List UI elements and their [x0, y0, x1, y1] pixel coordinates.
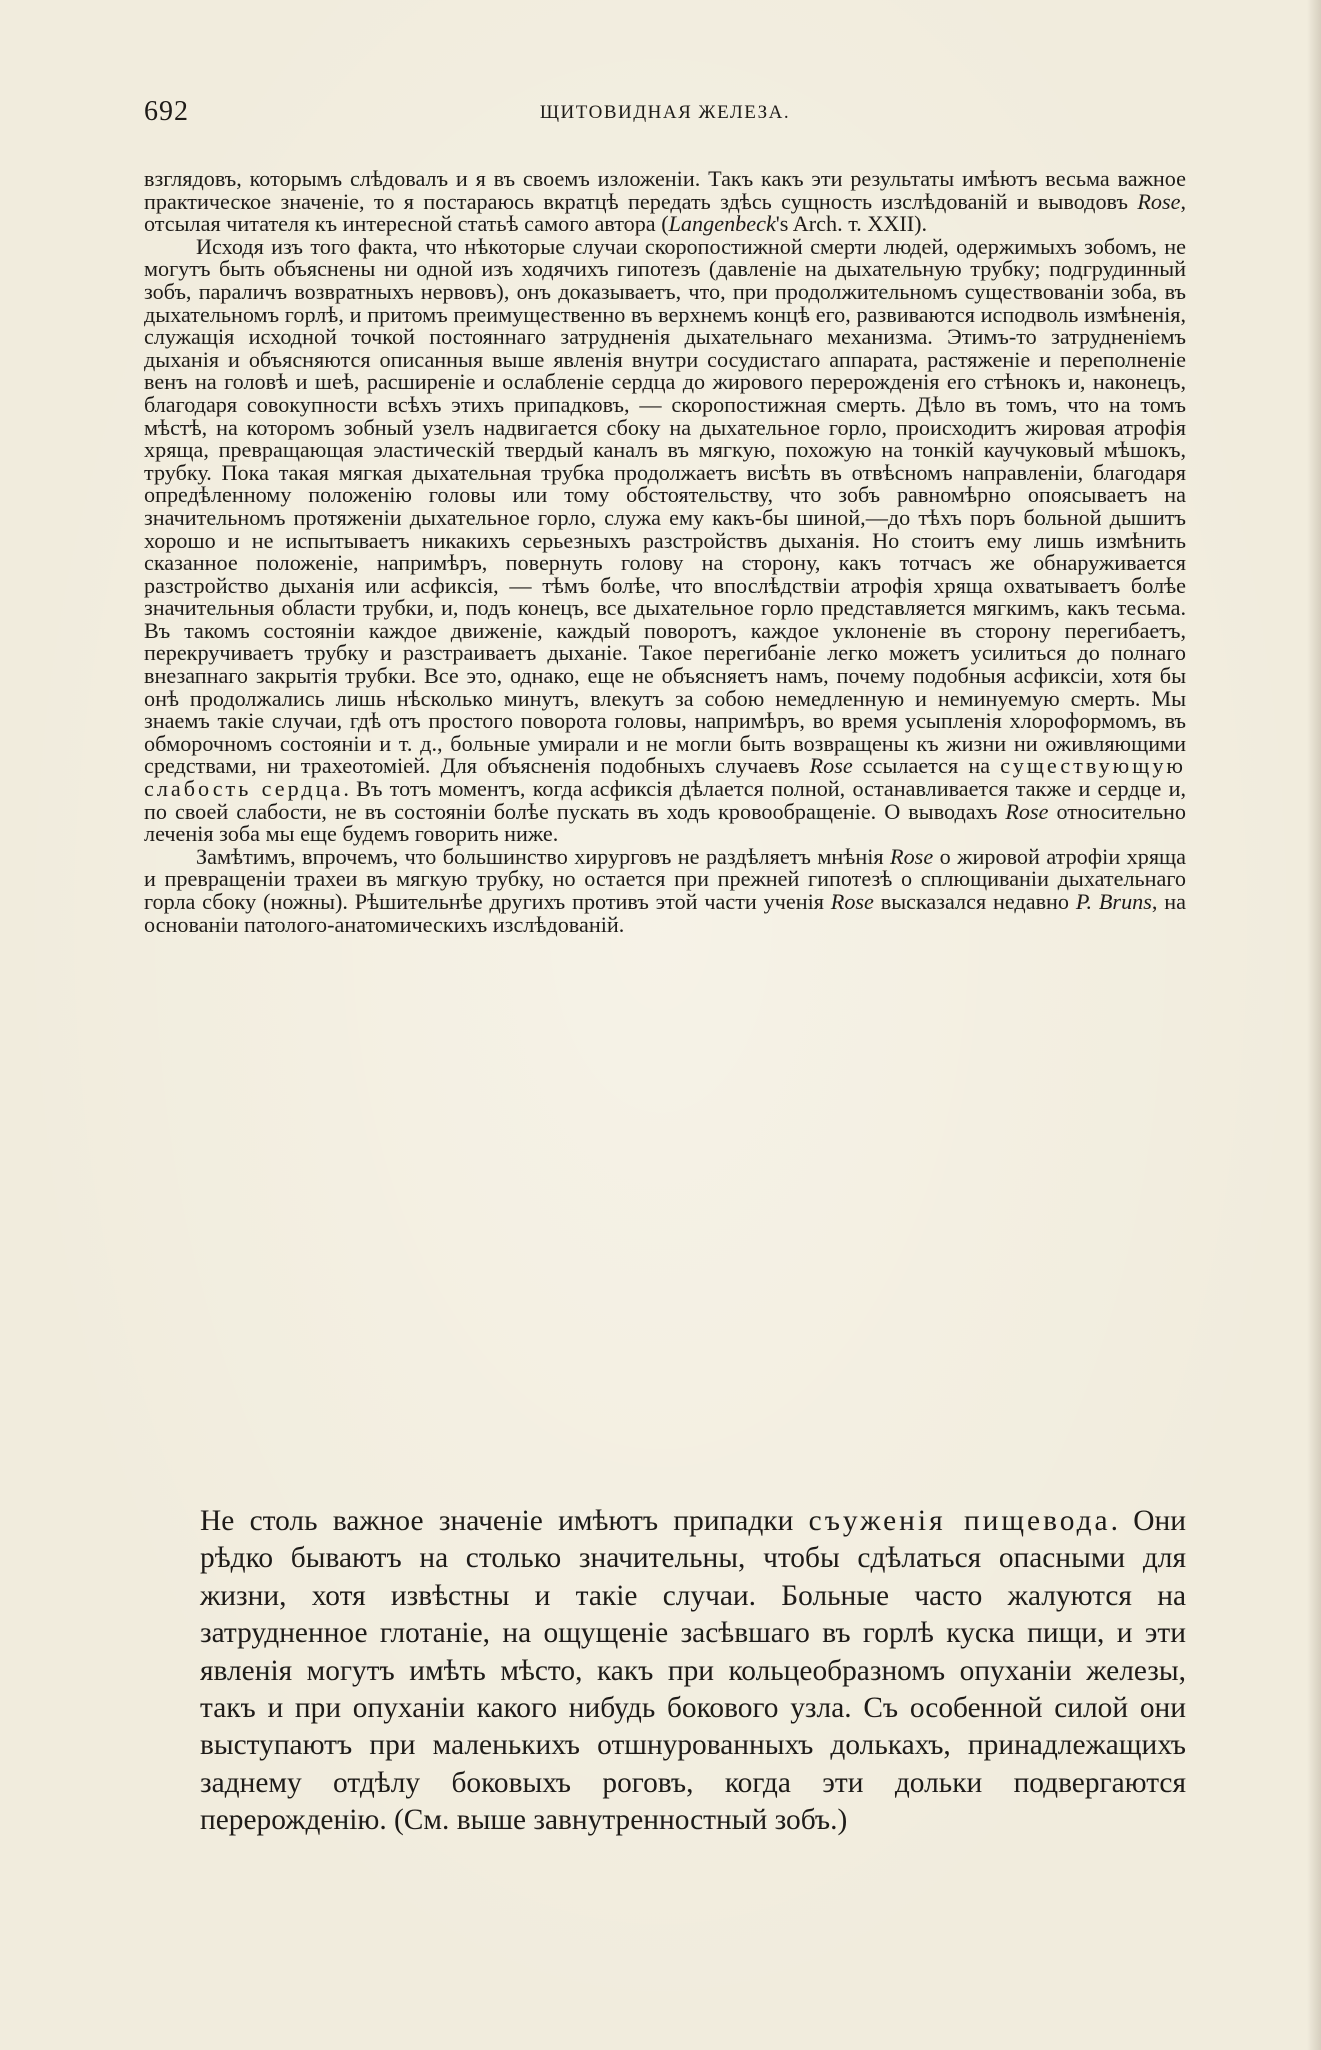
author-name: Rose — [809, 753, 853, 779]
author-name: Rose — [890, 843, 934, 869]
main-text-section — [200, 1503, 1186, 1840]
author-name: P. Bruns — [1075, 889, 1152, 914]
paragraph-rose-theory: Исходя изъ того факта, что нѣкоторые случаи скоропостижной смерти людей, одержимыхъ зобомъ, не могутъ быть объяснены ни одной изъ ходячихъ гипотезъ (давленіе на дыхательную трубку; подгрудинный зобъ, параличъ возвратныхъ нервовъ), онъ доказываетъ, что, при продолжительномъ существованіи зоба, въ дыхательномъ горлѣ, и притомъ преимущественно въ верхнемъ концѣ его, развиваются исподволь измѣненія, служащія исходной точкой постояннаго затрудненія дыхательнаго механизма. Этимъ-то затрудненіемъ дыханія и объясняются описанныя выше явленія внутри сосудистаго аппарата, растяженіе и переполненіе венъ на головѣ и шеѣ, расширеніе и ослабленіе сердца до жирового перерожденія его стѣнокъ и, наконецъ, благодаря совокупности всѣхъ этихъ припадковъ, — скоропостижная смерть. Дѣло въ томъ, что на томъ мѣстѣ, на которомъ зобный узелъ надвигается сбоку на дыхательное горло, происходитъ жировая атрофія хряща, превращающая эластическій твердый каналъ въ мягкую, похожую на тонкій каучуковый мѣшокъ, трубку. Пока такая мягкая дыхательная трубка продолжаетъ висѣть въ отвѣсномъ направленіи, благодаря опредѣленному положенію головы или тому обстоятельству, что зобъ равномѣрно опоясываетъ на значительномъ протяженіи дыхательное горло, служа ему какъ-бы шиной,—до тѣхъ поръ больной дышитъ хорошо и не испытываетъ никакихъ серьезныхъ разстройствъ дыханія. Но стоитъ ему лишь измѣнить сказанное положеніе, напримѣръ, повернуть голову на сторону, какъ тотчасъ же обнаруживается разстройство дыханія или асфиксія, — тѣмъ болѣе, что впослѣдствіи атрофія хряща охватываетъ болѣе значительныя области трубки, и, подъ конецъ, все дыхательное горло представляется мягкимъ, какъ тесьма. Въ такомъ состояніи каждое движеніе, каждый поворотъ, каждое уклоненіе въ сторону перегибаетъ, перекручиваетъ трубку и разстраиваетъ дыханіе. Такое перегибаніе легко можетъ усилиться до полнаго внезапнаго закрытія трубки. Все это, однако, еще не объясняетъ намъ, почему подобныя асфиксіи, хотя бы онѣ продолжались лишь нѣсколько минутъ, влекутъ за собою немедленную и неминуемую смерть. Мы знаемъ такіе случаи, гдѣ отъ простого поворота головы, напримѣръ, во время усыпленія хлороформомъ, въ обморочномъ состояніи и т. д., больные умирали и не могли быть возвращены къ жизни ни оживляющими средствами, ни трахеотоміей. Для объясненія подобныхъ случаевъ Rose ссылается на существующую слабость сердца. Въ тотъ моментъ, когда асфиксія дѣлается полной, останавливается также и сердце и, по своей слабости, не въ состояніи болѣе пускать въ ходъ кровообращеніе. О выводахъ Rose относительно леченія зоба мы еще будемъ говорить ниже. — [144, 233, 1186, 847]
paragraph-continuation: взглядовъ, которымъ слѣдовалъ и я въ своемъ изложеніи. Такъ какъ эти результаты имѣютъ весьма важное практическое значеніе, то я постараюсь вкратцѣ передать здѣсь сущность изслѣдованій и выводовъ Rose, отсылая читателя къ интересной статьѣ самого автора (Langenbeck's Arch. т. XXII). — [144, 166, 1186, 237]
author-name: Rose — [1005, 798, 1049, 824]
author-name: Rose — [830, 889, 874, 914]
page-number: 692 — [144, 96, 189, 127]
paragraph-esophagus: Не столь важное значеніе имѣютъ припадки съуженія пищевода. Они рѣдко бываютъ на столько значительны, чтобы сдѣлаться опасными для жизни, хотя извѣстны и такіе случаи. Больные часто жалуются на затрудненное глотаніе, на ощущеніе засѣвшаго въ горлѣ куска пищи, и эти явленія могутъ имѣть мѣсто, какъ при кольцеобразномъ опуханіи железы, такъ и при опуханіи какого нибудь бокового узла. Съ особенной силой они выступаютъ при маленькихъ отшнурованныхъ долькахъ, принадлежащихъ заднему отдѣлу боковыхъ роговъ, когда эти дольки подвергаются перерожденію. (См. выше завнутренностный зобъ.) — [200, 1505, 1186, 1837]
emphasized-phrase: существующую слабость сердца — [144, 753, 1186, 802]
paragraph-surgeons-opinion: Замѣтимъ, впрочемъ, что большинство хирурговъ не раздѣляетъ мнѣнія Rose о жировой атрофіи хряща и превращеніи трахеи въ мягкую трубку, но остается при прежней гипотезѣ о сплющиваніи дыхательнаго горла сбоку (ножны). Рѣшительнѣе другихъ противъ этой части ученія Rose высказался недавно P. Bruns, на основаніи патолого-анатомическихъ изслѣдованій. — [144, 843, 1186, 937]
small-print-section — [144, 168, 1186, 936]
author-name: Rose — [1137, 188, 1181, 214]
journal-name: Langenbeck — [668, 211, 776, 237]
page-header — [144, 96, 1186, 132]
emphasized-phrase: съуженія пищевода — [808, 1505, 1111, 1537]
page-edge-shadow — [1307, 0, 1321, 2050]
running-title: ЩИТОВИДНАЯ ЖЕЛЕЗА. — [539, 102, 791, 123]
